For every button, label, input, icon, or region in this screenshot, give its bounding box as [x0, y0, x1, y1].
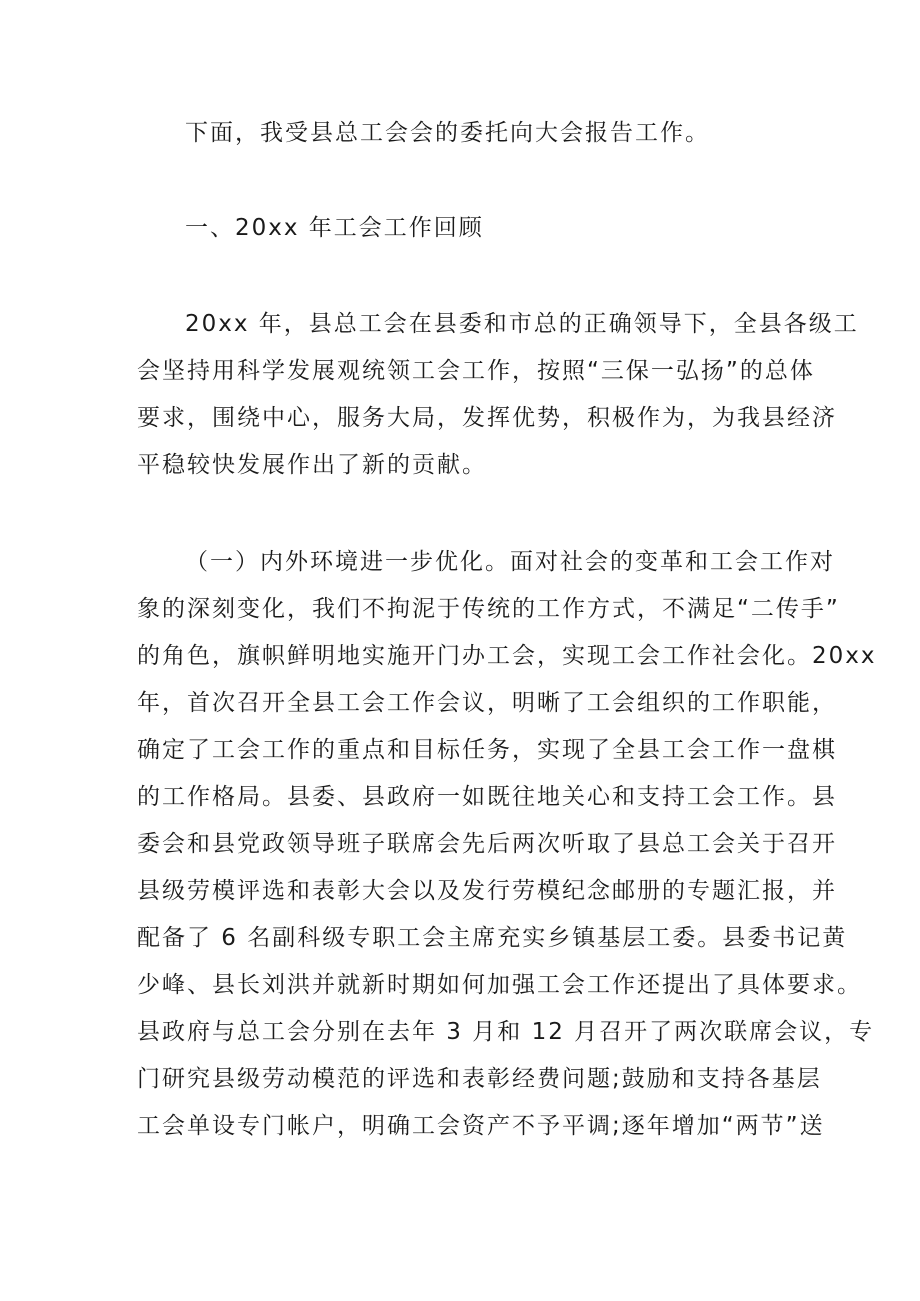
text-line: 的工作格局。县委、县政府一如既往地关心和支持工会工作。县	[137, 784, 837, 810]
text-line: 一、20xx 年工会工作回顾	[185, 215, 484, 241]
body-paragraph	[137, 301, 859, 489]
section-heading	[137, 205, 797, 252]
text-line: 的角色，旗帜鲜明地实施开门办工会，实现工会工作社会化。20xx	[137, 643, 877, 669]
text-line: 要求，围绕中心，服务大局，发挥优势，积极作为，为我县经济	[137, 405, 837, 431]
text-line: 下面，我受县总工会会的委托向大会报告工作。	[185, 120, 710, 146]
text-line: 20xx 年，县总工会在县委和市总的正确领导下，全县各级工	[185, 311, 859, 337]
text-line: 县政府与总工会分别在去年 3 月和 12 月召开了两次联席会议，专	[137, 1019, 875, 1045]
text-line: 配备了 6 名副科级专职工会主席充实乡镇基层工委。县委书记黄	[137, 925, 848, 951]
body-paragraph	[137, 539, 877, 1150]
intro-paragraph	[137, 110, 797, 157]
text-line: （一）内外环境进一步优化。面对社会的变革和工会工作对	[185, 549, 835, 575]
text-line: 委会和县党政领导班子联席会先后两次听取了县总工会关于召开	[137, 831, 837, 857]
text-line: 会坚持用科学发展观统领工会工作，按照“三保一弘扬”的总体	[137, 358, 815, 384]
text-line: 确定了工会工作的重点和目标任务，实现了全县工会工作一盘棋	[137, 737, 837, 763]
text-line: 门研究县级劳动模范的评选和表彰经费问题;鼓励和支持各基层	[137, 1066, 822, 1092]
text-line: 平稳较快发展作出了新的贡献。	[137, 452, 487, 478]
text-line: 少峰、县长刘洪并就新时期如何加强工会工作还提出了具体要求。	[137, 972, 862, 998]
text-line: 象的深刻变化，我们不拘泥于传统的工作方式，不满足“二传手”	[137, 596, 840, 622]
text-line: 年，首次召开全县工会工作会议，明晰了工会组织的工作职能，	[137, 690, 837, 716]
text-line: 县级劳模评选和表彰大会以及发行劳模纪念邮册的专题汇报，并	[137, 878, 837, 904]
text-line: 工会单设专门帐户，明确工会资产不予平调;逐年增加“两节”送	[137, 1113, 825, 1139]
